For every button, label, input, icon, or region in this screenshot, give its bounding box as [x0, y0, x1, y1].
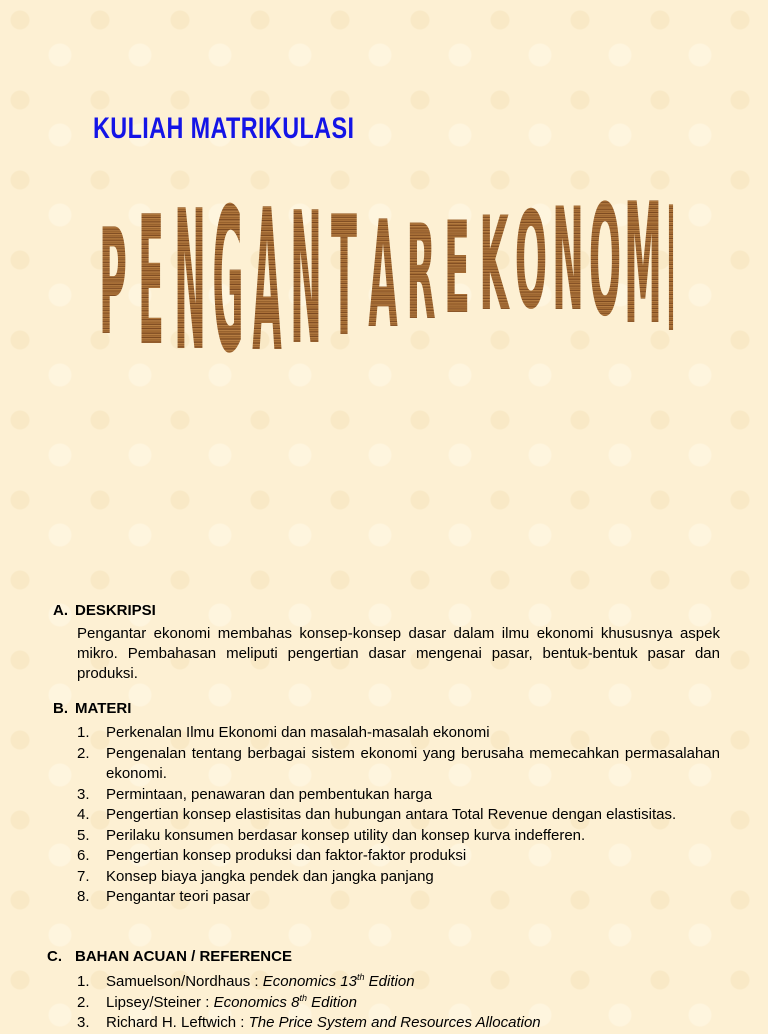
- materi-item-text: Pengertian konsep produksi dan faktor-faktor produksi: [106, 847, 467, 864]
- wordart-letter: M: [624, 190, 662, 360]
- section-c-heading: [47, 948, 292, 965]
- materi-item-number: 7.: [77, 867, 90, 885]
- section-b-title: MATERI: [75, 700, 132, 717]
- materi-item-number: 1.: [77, 724, 90, 741]
- reference-item: [77, 993, 720, 1014]
- reference-item: [77, 972, 720, 993]
- reference-item-number: 3.: [77, 1014, 90, 1031]
- reference-book-title: Economics 8: [213, 993, 300, 1011]
- materi-item-text: Permintaan, penawaran dan pembentukan harga: [106, 785, 433, 803]
- materi-item-number: 2.: [77, 744, 90, 762]
- materi-item-text: Konsep biaya jangka pendek dan jangka panjang: [106, 867, 434, 885]
- reference-edition-suffix: th: [356, 972, 365, 982]
- materi-item-number: 5.: [77, 826, 90, 844]
- section-b-letter: B.: [53, 700, 68, 717]
- reference-author: Lipsey/Steiner :: [106, 993, 214, 1011]
- wordart-letter: N: [174, 190, 206, 360]
- reference-list: [77, 972, 720, 1034]
- section-a-heading: [53, 602, 156, 619]
- section-a-description: Pengantar ekonomi membahas konsep-konsep dasar dalam ilmu ekonomi khususnya aspek mikro. Pembahasan meliputi pengertian dasar mengenai pasar, bentuk-bentuk pasar dan produksi.: [77, 625, 720, 682]
- reference-author: Richard H. Leftwich :: [106, 1014, 249, 1031]
- materi-item: [77, 723, 720, 744]
- reference-book-title: The Price System and Resources Allocation: [248, 1014, 541, 1031]
- wordart-letter: P: [99, 198, 127, 360]
- wordart-letter: N: [552, 190, 584, 344]
- materi-item-number: 8.: [77, 888, 90, 905]
- wordart-letter: A: [368, 190, 398, 360]
- materi-item: [77, 785, 720, 806]
- reference-book-title: Economics 13: [262, 973, 357, 990]
- wordart-letter: R: [406, 195, 436, 350]
- wordart-letter: G: [212, 190, 244, 360]
- reference-author: Samuelson/Nordhaus :: [106, 973, 263, 990]
- reference-item-number: 2.: [77, 993, 90, 1011]
- reference-edition: Edition: [306, 993, 357, 1011]
- section-a-title: DESKRIPSI: [75, 602, 156, 619]
- materi-item: [77, 805, 720, 826]
- subtitle: KULIAH MATRIKULASI: [93, 112, 355, 145]
- materi-item: [77, 826, 720, 847]
- materi-item-text: Pengertian konsep elastisitas dan hubungan antara Total Revenue dengan elastisitas.: [106, 806, 677, 823]
- section-a-letter: A.: [53, 602, 68, 619]
- wordart-letter: O: [588, 190, 622, 352]
- wordart-letter: T: [331, 190, 357, 360]
- materi-item-text: Perkenalan Ilmu Ekonomi dan masalah-masalah ekonomi: [106, 724, 490, 741]
- materi-item: [77, 846, 720, 867]
- wordart-letter: A: [252, 190, 282, 360]
- section-c-title: BAHAN ACUAN / REFERENCE: [75, 948, 292, 965]
- materi-item: [77, 867, 720, 888]
- materi-item-text: Pengenalan tentang berbagai sistem ekonomi yang berusaha memecahkan permasalahan ekonomi.: [106, 744, 720, 782]
- materi-item-text: Pengantar teori pasar: [106, 888, 251, 905]
- reference-edition: Edition: [364, 973, 415, 990]
- reference-item-number: 1.: [77, 973, 90, 990]
- reference-edition-suffix: th: [299, 992, 307, 1003]
- materi-item-number: 6.: [77, 847, 90, 864]
- wordart-title: [95, 190, 680, 360]
- materi-list: [77, 723, 720, 908]
- materi-item: [77, 887, 720, 908]
- materi-item-number: 3.: [77, 785, 90, 803]
- wordart-letter: I: [666, 190, 676, 360]
- section-c-letter: C.: [47, 948, 62, 965]
- reference-item: [77, 1013, 720, 1034]
- section-b-heading: [53, 700, 131, 717]
- wordart-letter: O: [514, 190, 548, 340]
- wordart-letter: K: [479, 190, 509, 341]
- materi-item: [77, 744, 720, 785]
- wordart-letter: N: [290, 190, 322, 360]
- wordart-letter: E: [138, 190, 164, 360]
- materi-item-number: 4.: [77, 806, 90, 823]
- materi-item-text: Perilaku konsumen berdasar konsep utility dan konsep kurva indefferen.: [106, 826, 586, 844]
- wordart-letter: E: [444, 195, 470, 344]
